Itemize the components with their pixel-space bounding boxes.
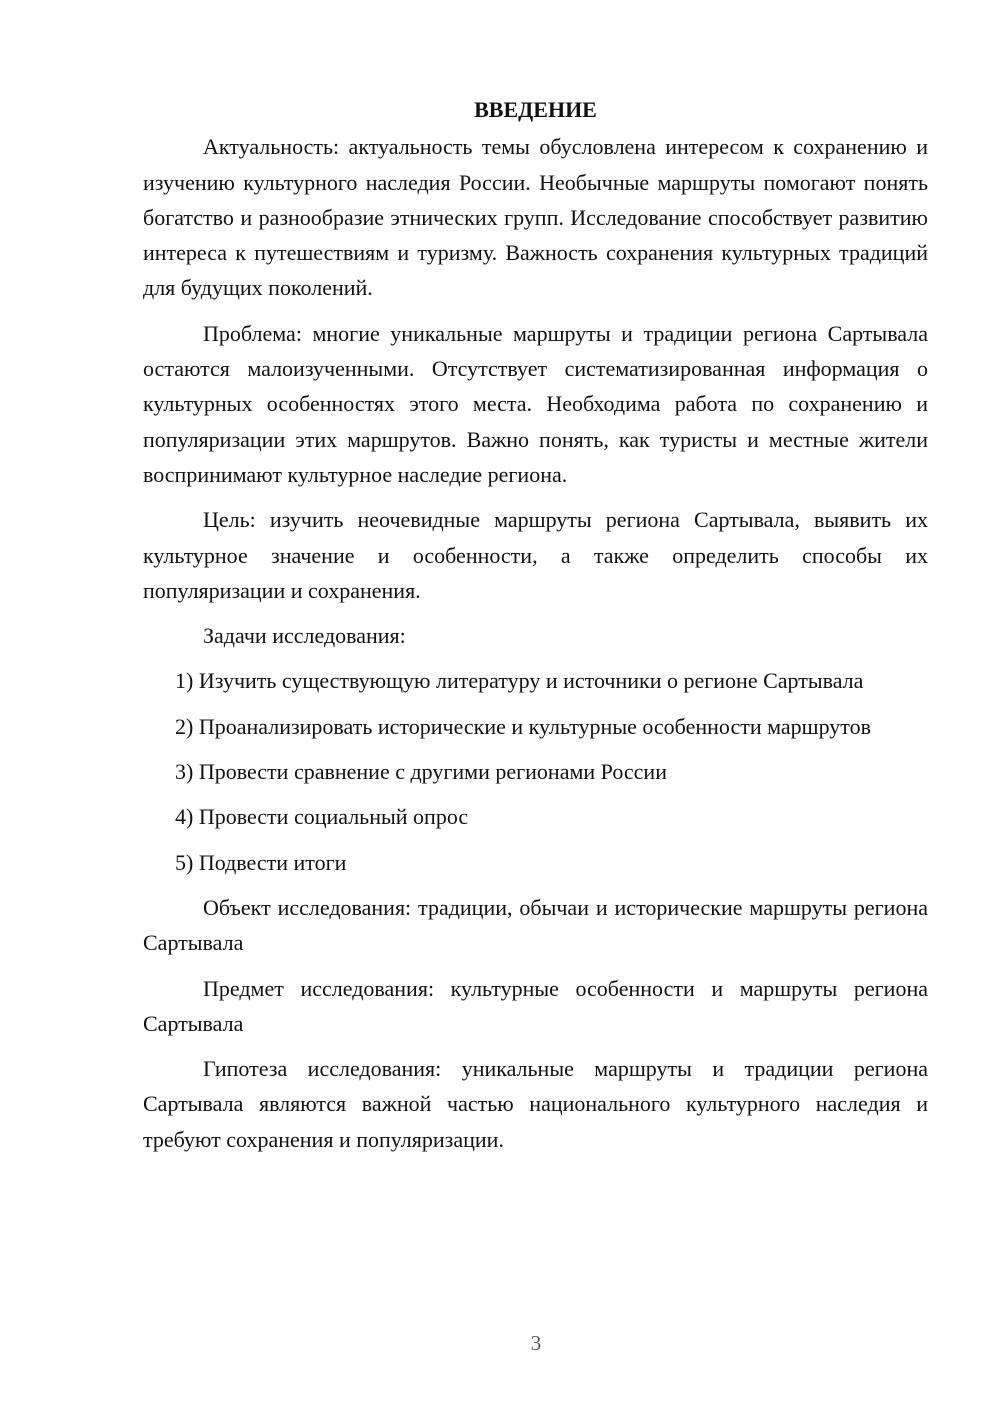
task-item-1: 1) Изучить существующую литературу и источники о регионе Сартывала xyxy=(175,668,864,694)
relevance-paragraph: Актуальность: актуальность темы обусловлена интересом к сохранению и изучению культурного наследия России. Необычные маршруты помогают понять богатство и разнообразие этнических групп. Исследование способствует развитию интереса к путешествиям и туризму. Важность сохранения культурных традиций для будущих поколений. xyxy=(143,134,928,301)
subject-paragraph: Предмет исследования: культурные особенности и маршруты региона Сартывала xyxy=(143,975,928,1036)
goal-paragraph: Цель: изучить неочевидные маршруты региона Сартывала, выявить их культурное значение и особенности, а также определить способы их популяризации и сохранения. xyxy=(143,507,928,603)
task-item-3: 3) Провести сравнение с другими регионами России xyxy=(175,759,667,785)
hypothesis-paragraph: Гипотеза исследования: уникальные маршруты и традиции региона Сартывала являются важной частью национального культурного наследия и требуют сохранения и популяризации. xyxy=(143,1056,928,1152)
object-paragraph: Объект исследования: традиции, обычаи и исторические маршруты региона Сартывала xyxy=(143,894,928,956)
tasks-heading: Задачи исследования: xyxy=(203,623,406,649)
task-item-4: 4) Провести социальный опрос xyxy=(175,804,469,830)
problem-paragraph: Проблема: многие уникальные маршруты и традиции региона Сартывала остаются малоизученными. Отсутствует систематизированная информация о культурных особенностях этого места. Необходима работа по сохранению и популяризации этих маршрутов. Важно понять, как туристы и местные жители воспринимают культурное наследие региона. xyxy=(143,320,928,487)
task-item-5: 5) Подвести итоги xyxy=(175,849,347,875)
page-title: ВВЕДЕНИЕ xyxy=(474,97,597,122)
page-number: 3 xyxy=(530,1331,542,1355)
document-page xyxy=(143,92,928,1167)
task-item-2: 2) Проанализировать исторические и культурные особенности маршрутов xyxy=(175,713,871,739)
